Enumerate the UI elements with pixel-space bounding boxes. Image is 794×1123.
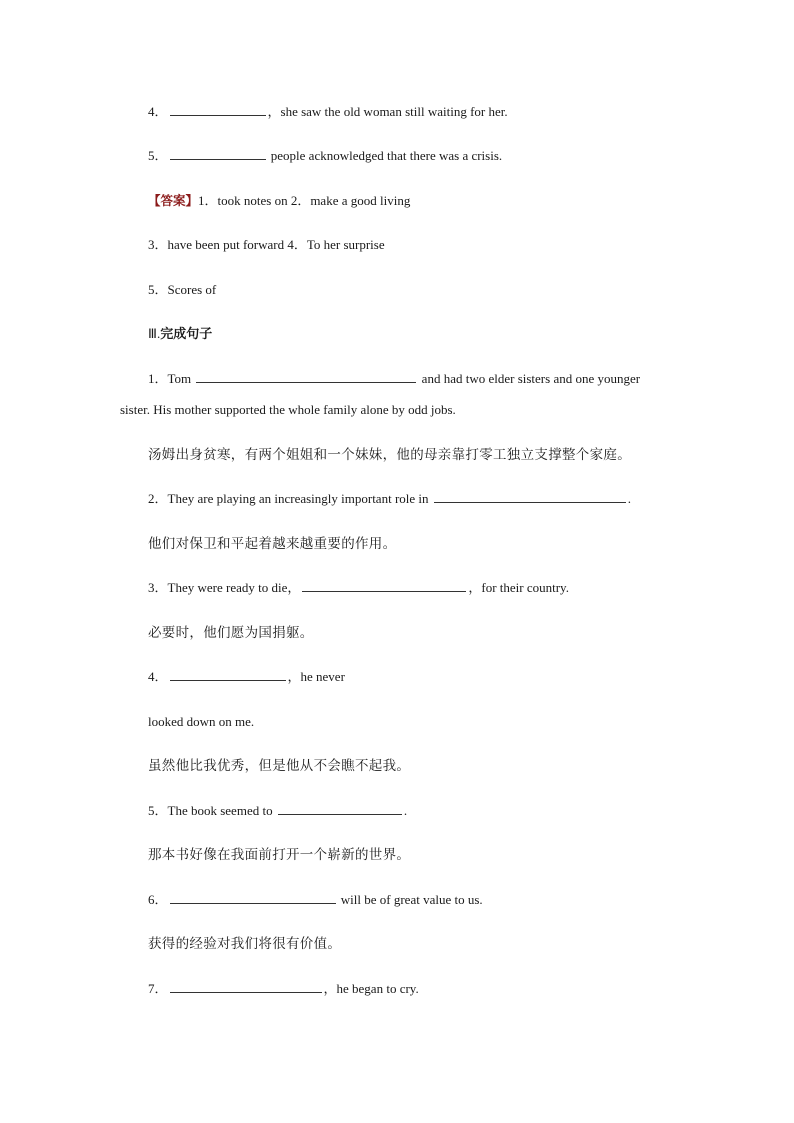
question-text: people acknowledged that there was a crisis.: [267, 148, 503, 163]
item-text-after: ，for their country.: [468, 580, 569, 595]
answer-tag: 【答案】: [148, 193, 199, 208]
translation-6: [148, 935, 341, 953]
item-number: 1．: [148, 371, 168, 386]
sentence-item-4: [148, 668, 345, 686]
answer-blank[interactable]: [170, 980, 322, 993]
sentence-item-1: [148, 370, 640, 388]
section-roman-numeral: Ⅲ.: [148, 326, 161, 341]
item-text-before: They were ready to die，: [167, 580, 301, 595]
item-number: 3．: [148, 580, 168, 595]
chinese-translation: 必要时，他们愿为国捐躯。: [148, 625, 314, 641]
answer-text: 1．took notes on 2．make a good living: [198, 193, 411, 208]
item-text-continued: sister. His mother supported the whole family alone by odd jobs.: [120, 402, 456, 417]
translation-3: [148, 624, 314, 642]
answer-blank[interactable]: [434, 490, 626, 503]
answer-blank[interactable]: [170, 891, 336, 904]
question-number: 4．: [148, 104, 168, 119]
sentence-item-3: [148, 579, 569, 597]
item-number: 7．: [148, 981, 168, 996]
item-number: 6．: [148, 892, 168, 907]
translation-4: [148, 757, 410, 775]
prev-question-4: [148, 103, 508, 121]
item-text-after: and had two elder sisters and one younger: [418, 371, 641, 386]
chinese-translation: 获得的经验对我们将很有价值。: [148, 936, 342, 952]
item-text-after: will be of great value to us.: [337, 892, 483, 907]
answer-blank[interactable]: [196, 370, 416, 383]
item-number: 5．: [148, 803, 168, 818]
chinese-translation: 他们对保卫和平起着越来越重要的作用。: [148, 536, 397, 552]
answer-line-1: [148, 192, 410, 210]
item-text-after: ，he never: [287, 669, 345, 684]
item-text-after: .: [403, 803, 408, 818]
item-text-before: The book seemed to: [167, 803, 276, 818]
chinese-translation: 汤姆出身贫寒，有两个姐姐和一个妹妹，他的母亲靠打零工独立支撑整个家庭。: [148, 447, 631, 463]
question-number: 5．: [148, 148, 168, 163]
question-text: ，she saw the old woman still waiting for her.: [267, 104, 508, 119]
prev-question-5: [148, 147, 502, 165]
answer-blank[interactable]: [278, 802, 402, 815]
item-number: 2．: [148, 491, 168, 506]
sentence-item-2: [148, 490, 631, 508]
answer-text: 3．have been put forward 4．To her surprise: [148, 237, 385, 252]
item-text-before: They are playing an increasingly important role in: [167, 491, 432, 506]
answer-blank[interactable]: [302, 579, 466, 592]
answer-text: 5．Scores of: [148, 282, 217, 297]
sentence-item-5: [148, 802, 407, 820]
answer-line-3: [148, 281, 216, 299]
sentence-item-1-continued: [120, 401, 456, 419]
item-number: 4．: [148, 669, 168, 684]
item-text-after: ，he began to cry.: [323, 981, 419, 996]
item-text-continued: looked down on me.: [148, 714, 255, 729]
sentence-item-6: [148, 891, 483, 909]
sentence-item-7: [148, 980, 419, 998]
item-text-after: .: [627, 491, 632, 506]
section-title: 完成句子: [160, 327, 213, 342]
answer-blank[interactable]: [170, 668, 286, 681]
translation-5: [148, 846, 410, 864]
answer-blank[interactable]: [170, 103, 266, 116]
chinese-translation: 那本书好像在我面前打开一个崭新的世界。: [148, 847, 411, 863]
section-heading: [148, 325, 212, 344]
sentence-item-4-continued: [148, 713, 254, 731]
translation-2: [148, 535, 396, 553]
translation-1: [148, 446, 631, 464]
chinese-translation: 虽然他比我优秀，但是他从不会瞧不起我。: [148, 758, 411, 774]
item-text-before: Tom: [167, 371, 195, 386]
answer-blank[interactable]: [170, 147, 266, 160]
answer-line-2: [148, 236, 385, 254]
